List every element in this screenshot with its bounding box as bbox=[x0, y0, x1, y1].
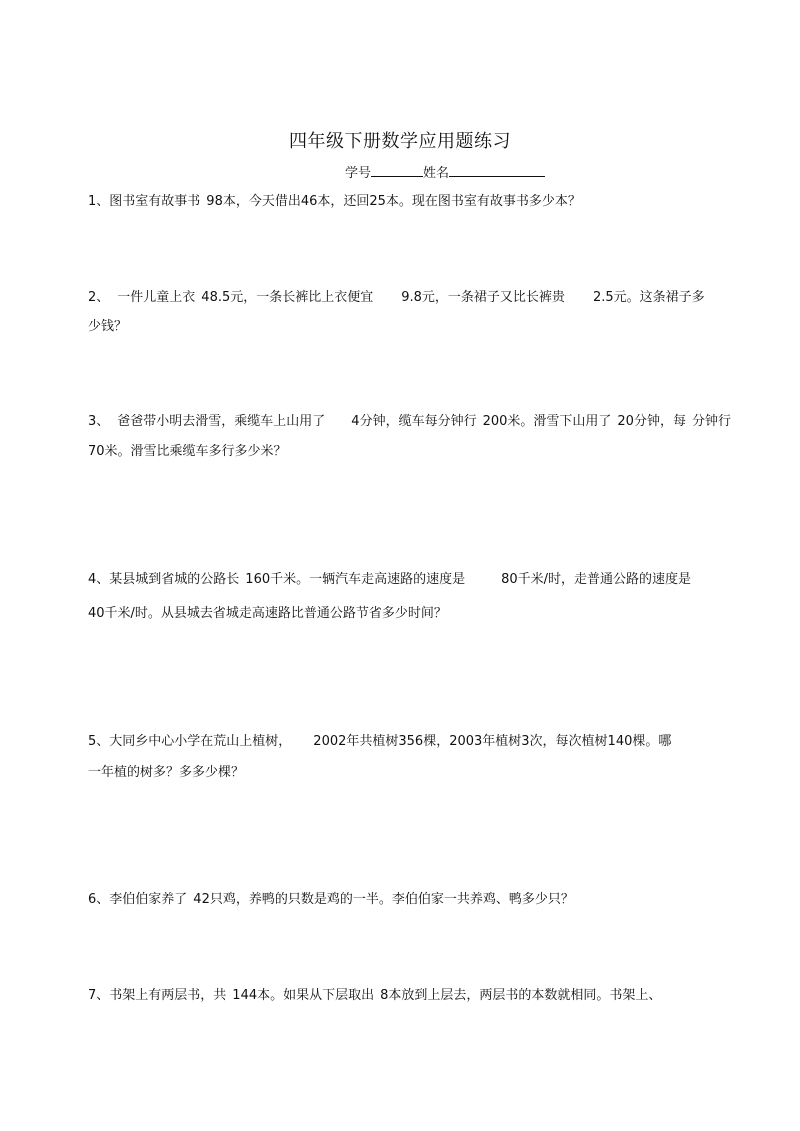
question-text: 160千米。一辆汽车走高速路的速度是 bbox=[245, 572, 466, 587]
question-number: 2、 bbox=[88, 290, 110, 305]
question-4-continued bbox=[88, 606, 447, 622]
question-2-continued bbox=[88, 319, 127, 335]
question-text: 李伯伯家养了 bbox=[109, 892, 188, 907]
question-number: 6、 bbox=[88, 892, 110, 907]
student-info bbox=[345, 162, 545, 181]
question-number: 4、 bbox=[88, 572, 110, 587]
question-text: 98本，今天借出46本，还回25本。现在图书室有故事书多少本？ bbox=[206, 194, 581, 209]
question-text: 4分钟，缆车每分钟行 bbox=[351, 414, 477, 429]
question-3-continued bbox=[88, 444, 287, 460]
question-text: 爸爸带小明去滑雪，乘缆车上山用了 bbox=[117, 414, 326, 429]
question-number: 5、 bbox=[88, 734, 110, 749]
question-6 bbox=[88, 892, 574, 908]
question-text: 42只鸡，养鸭的只数是鸡的一半。李伯伯家一共养鸡、鸭多少只？ bbox=[193, 892, 574, 907]
question-text: 书架上有两层书，共 bbox=[109, 988, 227, 1003]
question-number: 7、 bbox=[88, 988, 110, 1003]
question-text: 40千米/时。从县城去省城走高速路比普通公路节省多少时间？ bbox=[88, 606, 447, 621]
question-text: 8本放到上层去，两层书的本数就相同。书架上、 bbox=[380, 988, 662, 1003]
student-name-label: 姓名 bbox=[423, 166, 450, 181]
question-text: 一件儿童上衣 bbox=[117, 290, 196, 305]
question-text: 70米。滑雪比乘缆车多行多少米？ bbox=[88, 444, 287, 459]
question-2 bbox=[88, 290, 705, 306]
question-text: 9.8元，一条裙子又比长裤贵 bbox=[401, 290, 565, 305]
question-number: 1、 bbox=[88, 194, 110, 209]
question-text: 图书室有故事书 bbox=[109, 194, 201, 209]
question-text: 大同乡中心小学在荒山上植树， bbox=[109, 734, 292, 749]
question-text: 分钟行 bbox=[691, 414, 731, 429]
question-3 bbox=[88, 414, 731, 430]
question-number: 3、 bbox=[88, 414, 110, 429]
question-text: 80千米/时，走普通公路的速度是 bbox=[501, 572, 692, 587]
question-1 bbox=[88, 194, 581, 210]
student-name-blank[interactable] bbox=[449, 164, 545, 177]
question-text: 少钱？ bbox=[88, 319, 128, 334]
question-text: 20分钟，每 bbox=[617, 414, 686, 429]
question-5 bbox=[88, 734, 671, 750]
page-title: 四年级下册数学应用题练习 bbox=[289, 131, 511, 152]
question-5-continued bbox=[88, 765, 244, 781]
question-text: 一年植的树多？多多少棵？ bbox=[88, 765, 245, 780]
question-text: 2002年共植树356棵，2003年植树3次，每次植树140棵。哪 bbox=[313, 734, 672, 749]
question-text: 200米。滑雪下山用了 bbox=[482, 414, 612, 429]
question-text: 48.5元，一条长裤比上衣便宜 bbox=[201, 290, 374, 305]
question-text: 2.5元。这条裙子多 bbox=[592, 290, 705, 305]
student-id-blank[interactable] bbox=[371, 164, 423, 177]
question-7 bbox=[88, 988, 661, 1004]
question-text: 144本。如果从下层取出 bbox=[232, 988, 375, 1003]
question-4 bbox=[88, 572, 691, 588]
question-text: 某县城到省城的公路长 bbox=[109, 572, 240, 587]
student-id-label: 学号 bbox=[345, 166, 372, 181]
